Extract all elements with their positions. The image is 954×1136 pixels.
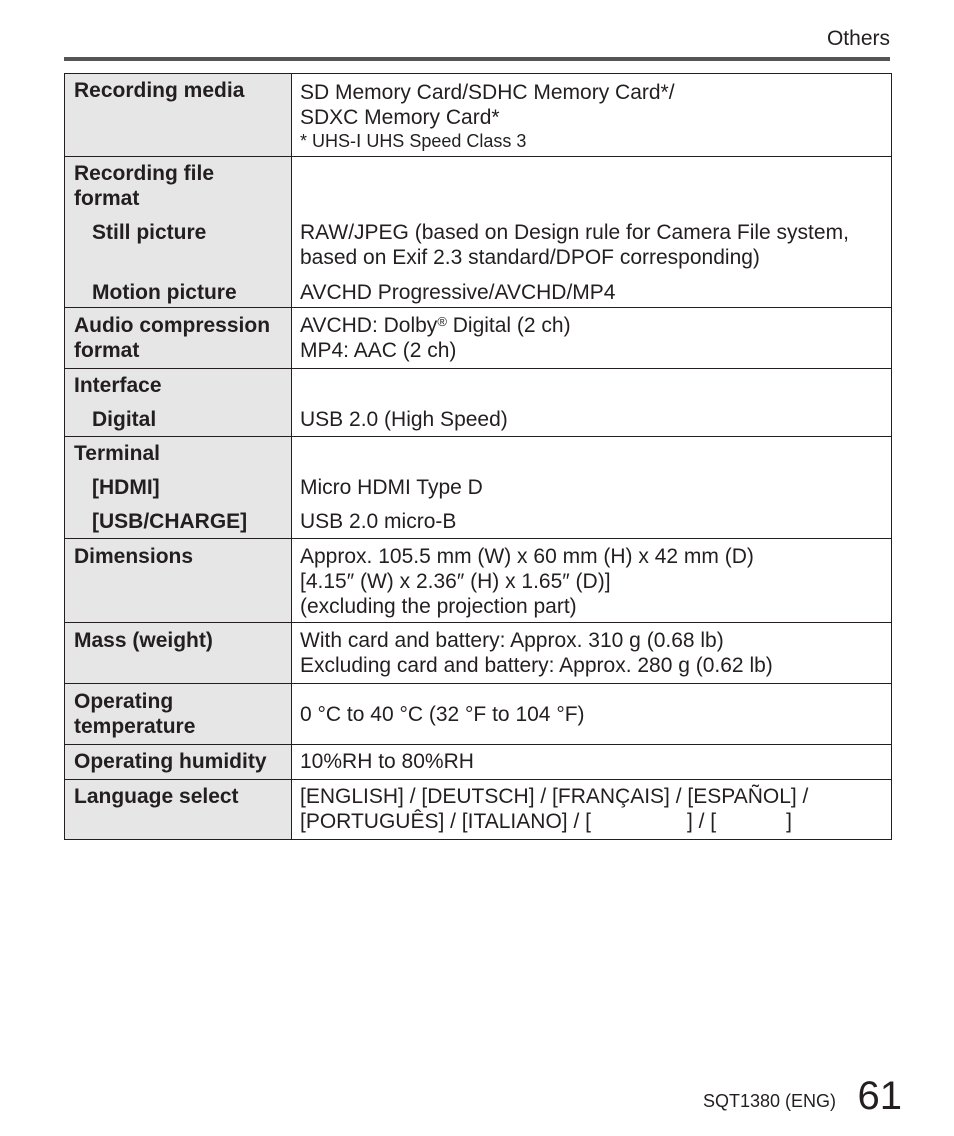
audio-avchd-suffix: Digital (2 ch) (446, 314, 571, 337)
row-audio-compression (65, 308, 892, 369)
row-dimensions (65, 539, 892, 623)
row-hdmi (65, 466, 892, 500)
recording-media-line-2: SDXC Memory Card* (300, 106, 500, 129)
value-audio-compression (292, 308, 892, 369)
row-motion-picture (65, 270, 892, 308)
mass-line-1: With card and battery: Approx. 310 g (0.68 lb) (300, 629, 724, 652)
dimensions-line-3: (excluding the projection part) (300, 595, 577, 618)
value-operating-humidity: 10%RH to 80%RH (292, 745, 892, 780)
row-recording-file-format (65, 157, 892, 215)
value-hdmi: Micro HDMI Type D (292, 466, 892, 500)
model-code: SQT1380 (ENG) (702, 1091, 836, 1111)
spec-table (64, 73, 892, 840)
row-terminal (65, 437, 892, 467)
value-language-select (292, 780, 892, 840)
label-digital: Digital (65, 398, 292, 437)
value-operating-temperature: 0 °C to 40 °C (32 °F to 104 °F) (292, 684, 892, 745)
value-digital: USB 2.0 (High Speed) (292, 398, 892, 437)
label-mass: Mass (weight) (65, 623, 292, 684)
value-recording-media (292, 74, 892, 157)
dimensions-line-1: Approx. 105.5 mm (W) x 60 mm (H) x 42 mm (D) (300, 545, 754, 568)
label-operating-temperature: Operating temperature (65, 684, 292, 745)
label-motion-picture: Motion picture (65, 270, 292, 308)
language-line-2c: ] (786, 810, 792, 833)
section-title: Others (826, 27, 890, 50)
row-digital (65, 398, 892, 437)
label-recording-media: Recording media (65, 74, 292, 157)
value-still-picture: RAW/JPEG (based on Design rule for Camera File system, based on Exif 2.3 standard/DPOF corresponding) (292, 214, 892, 270)
row-language-select (65, 780, 892, 840)
language-line-1: [ENGLISH] / [DEUTSCH] / [FRANÇAIS] / [ESPAÑOL] / (300, 785, 809, 808)
recording-media-line-1: SD Memory Card/SDHC Memory Card*/ (300, 81, 675, 104)
value-mass (292, 623, 892, 684)
label-dimensions: Dimensions (65, 539, 292, 623)
row-operating-humidity (65, 745, 892, 780)
row-usb-charge (65, 500, 892, 539)
value-usb-charge: USB 2.0 micro-B (292, 500, 892, 539)
page-number: 61 (857, 1074, 902, 1118)
row-recording-media (65, 74, 892, 157)
label-audio-compression: Audio compression format (65, 308, 292, 369)
audio-avchd-line (300, 313, 883, 338)
language-line-2a: [PORTUGUÊS] / [ITALIANO] / [ (300, 810, 591, 833)
recording-media-footnote: * UHS-Ⅰ UHS Speed Class 3 (300, 131, 527, 151)
value-dimensions (292, 539, 892, 623)
dimensions-line-2: [4.15″ (W) x 2.36″ (H) x 1.65″ (D)] (300, 570, 611, 593)
registered-mark: ® (437, 314, 447, 329)
value-motion-picture: AVCHD Progressive/AVCHD/MP4 (292, 270, 892, 308)
label-hdmi: [HDMI] (65, 466, 292, 500)
label-terminal: Terminal (65, 437, 292, 467)
mass-line-2: Excluding card and battery: Approx. 280 g (0.62 lb) (300, 654, 773, 677)
label-interface: Interface (65, 369, 292, 399)
row-mass (65, 623, 892, 684)
label-language-select: Language select (65, 780, 292, 840)
row-still-picture (65, 214, 892, 270)
language-line-2b: ] / [ (686, 810, 717, 833)
audio-mp4-line: MP4: AAC (2 ch) (300, 339, 457, 362)
label-operating-humidity: Operating humidity (65, 745, 292, 780)
label-usb-charge: [USB/CHARGE] (65, 500, 292, 539)
header-rule (64, 57, 890, 61)
row-operating-temperature (65, 684, 892, 745)
language-line-2 (300, 809, 883, 834)
label-recording-file-format: Recording file format (65, 157, 292, 215)
audio-avchd-prefix: AVCHD: Dolby (300, 314, 438, 337)
row-interface (65, 369, 892, 399)
label-still-picture: Still picture (65, 214, 292, 270)
